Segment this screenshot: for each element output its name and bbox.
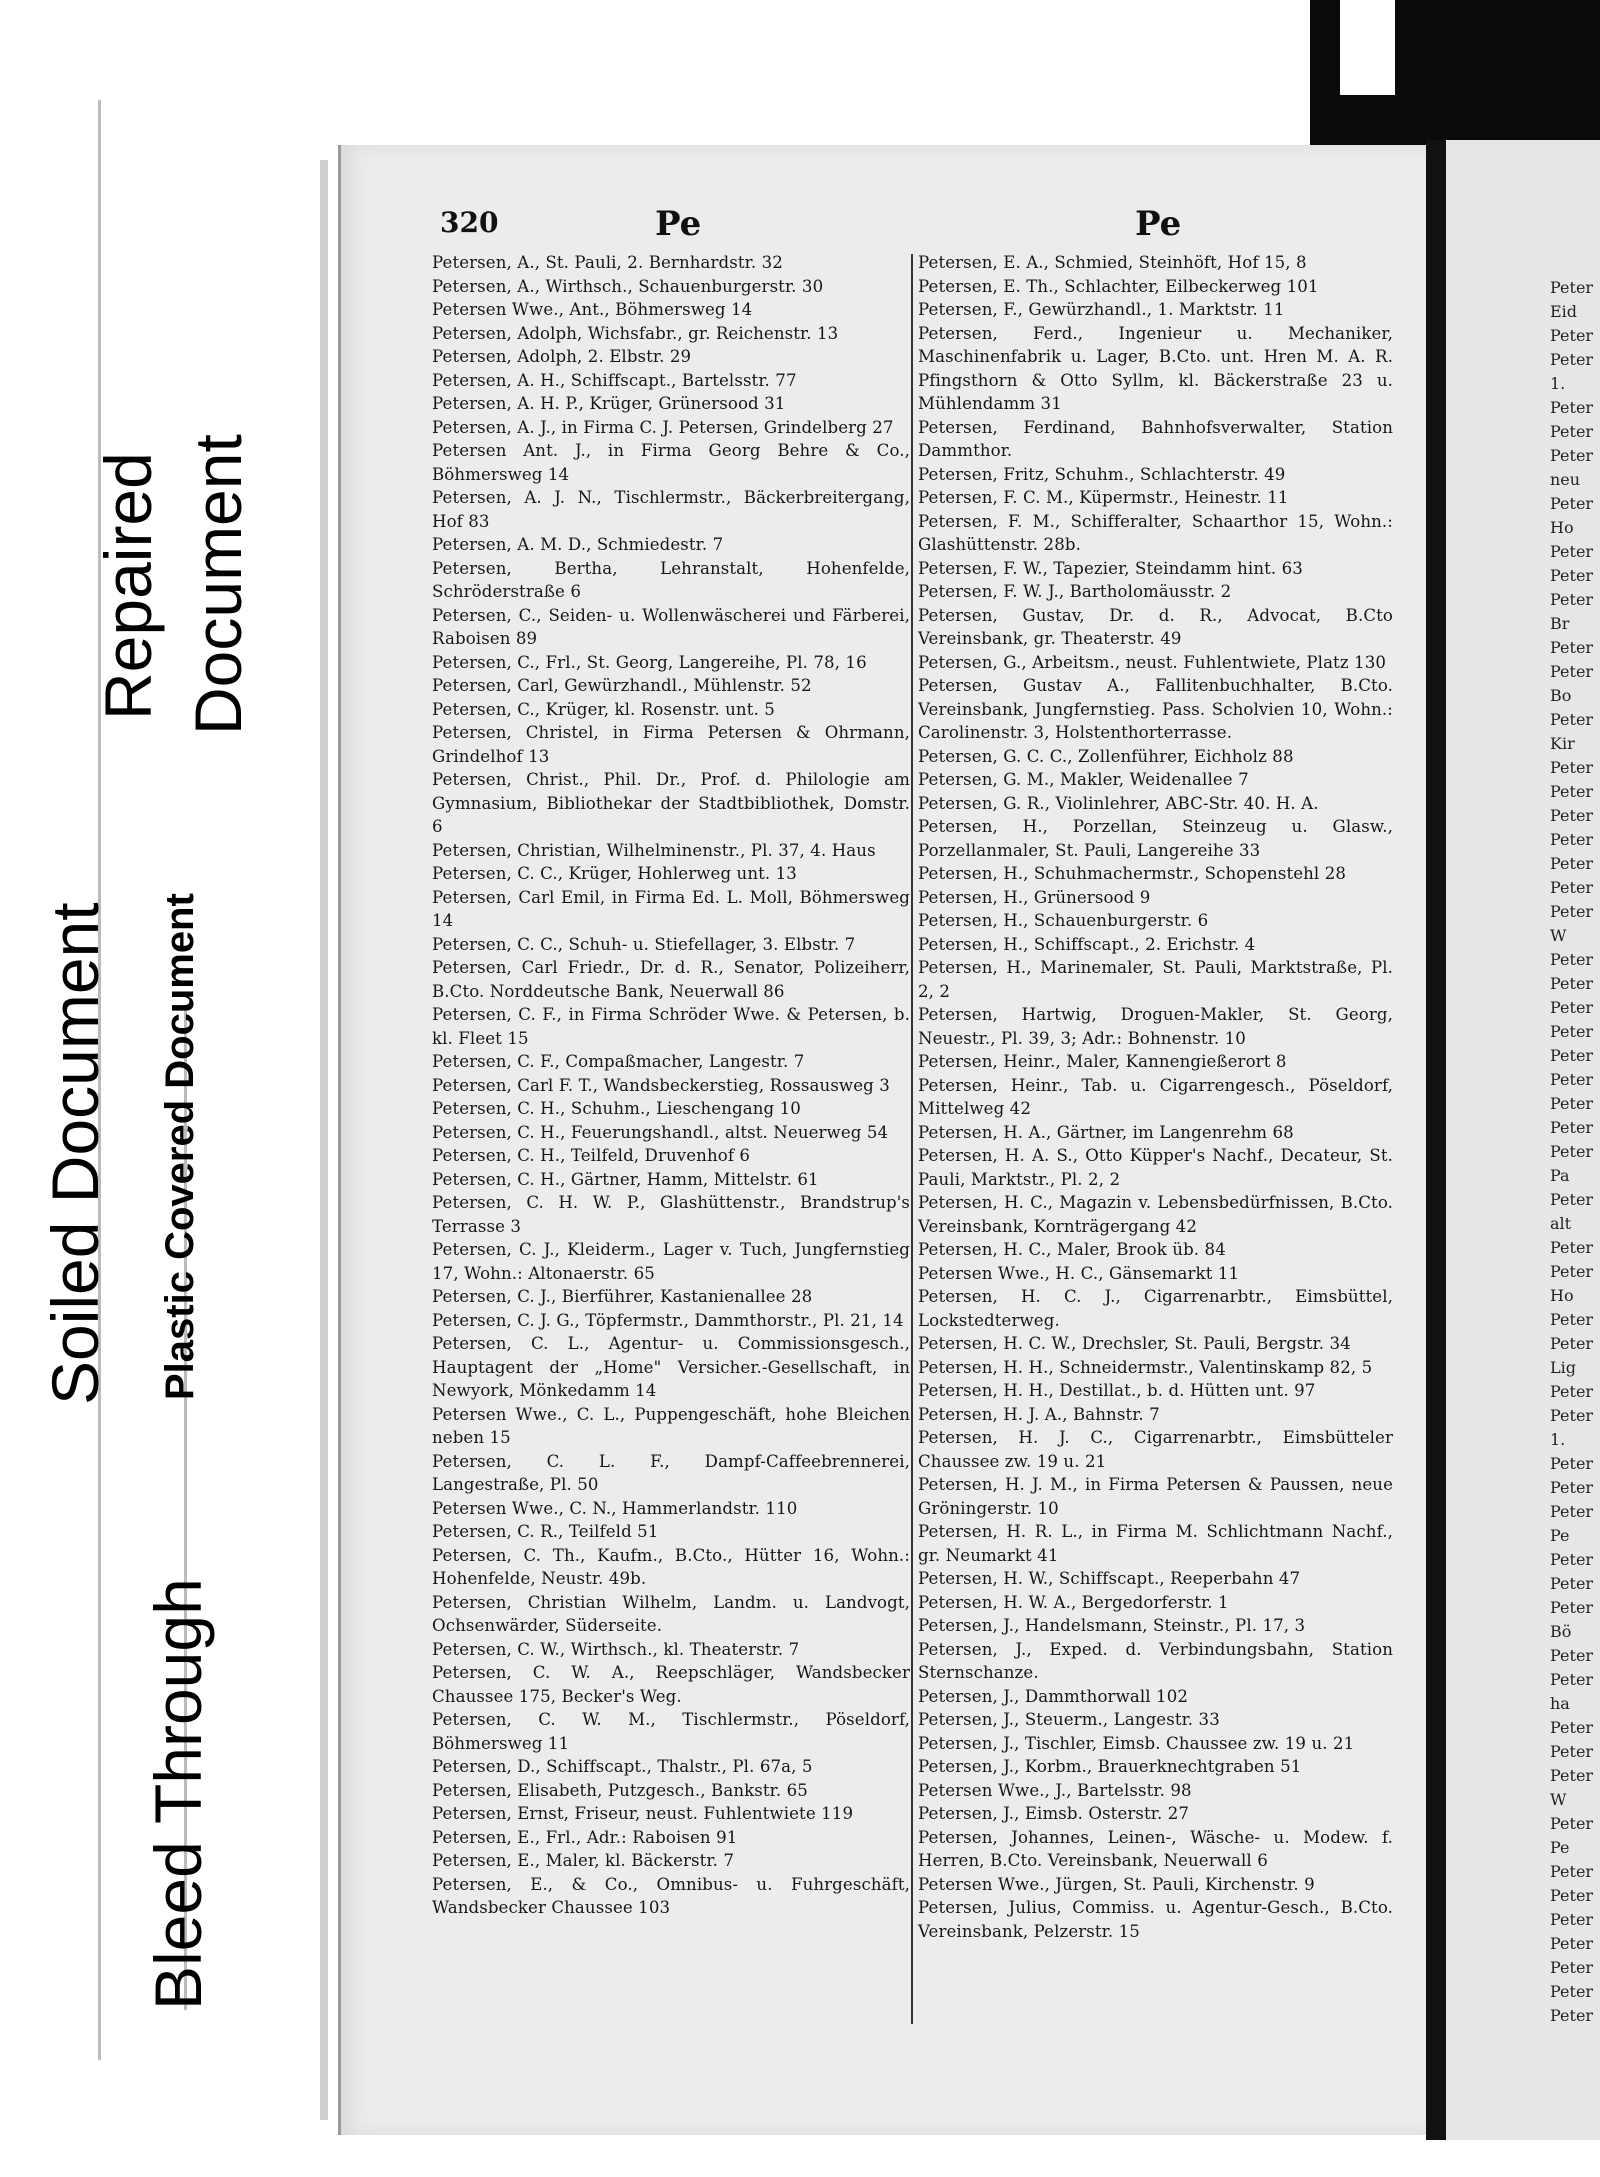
edge-fragment: Peter bbox=[1550, 1502, 1594, 1521]
directory-entry: Petersen, G. C. C., Zollenführer, Eichholz 88 bbox=[918, 746, 1294, 766]
page-edge bbox=[320, 160, 328, 2120]
directory-entry: Petersen, H., Schuhmachermstr., Schopenstehl 28 bbox=[918, 864, 1347, 883]
directory-entry: Petersen Wwe., C. L., Puppengeschäft, hohe Bleichen neben 15 bbox=[432, 1404, 910, 1447]
edge-fragment: Peter bbox=[1550, 1958, 1594, 1977]
edge-fragment: 1. bbox=[1550, 1430, 1566, 1449]
edge-fragment: Peter bbox=[1550, 446, 1594, 465]
directory-entry: Petersen Wwe., J., Bartelsstr. 98 bbox=[918, 1780, 1192, 1800]
edge-fragment: Br bbox=[1550, 614, 1570, 633]
directory-entry: Petersen, Elisabeth, Putzgesch., Bankstr. 65 bbox=[432, 1780, 808, 1800]
directory-entry: Petersen, F. M., Schifferalter, Schaarthor 15, Wohn.: Glashüttenstr. 28b. bbox=[918, 511, 1393, 554]
directory-entry: Petersen, C. H., Feuerungshandl., altst. Neuerweg 54 bbox=[432, 1122, 889, 1142]
page-header bbox=[440, 206, 1400, 246]
edge-fragment: Peter bbox=[1550, 398, 1594, 417]
book-gutter bbox=[1426, 140, 1446, 2140]
edge-fragment: Peter bbox=[1550, 1382, 1594, 1401]
directory-entry: Petersen, A. H., Schiffscapt., Bartelsstr. 77 bbox=[432, 370, 797, 390]
directory-entry: Petersen, Gustav A., Fallitenbuchhalter, B.Cto. Vereinsbank, Jungfernstieg. Pass. Scholvien 10, Wohn.: Carolinenstr. 3, Holstenthorterrasse. bbox=[918, 676, 1393, 742]
directory-entry: Petersen, J., Exped. d. Verbindungsbahn, Station Sternschanze. bbox=[918, 1639, 1393, 1682]
edge-fragment: Eid bbox=[1550, 302, 1578, 321]
directory-entry: Petersen, Gustav, Dr. d. R., Advocat, B.Cto Vereinsbank, gr. Theaterstr. 49 bbox=[918, 605, 1393, 648]
directory-entry: Petersen, A., Wirthsch., Schauenburgerstr. 30 bbox=[432, 276, 824, 296]
edge-fragment: Peter bbox=[1550, 1718, 1594, 1737]
directory-entry: Petersen, Heinr., Tab. u. Cigarrengesch., Pöseldorf, Mittelweg 42 bbox=[918, 1075, 1393, 1118]
directory-entry: Petersen Wwe., C. N., Hammerlandstr. 110 bbox=[432, 1498, 798, 1518]
directory-entry: Petersen Wwe., Ant., Böhmersweg 14 bbox=[432, 300, 753, 319]
directory-entry: Petersen, J., Tischler, Eimsb. Chaussee zw. 19 u. 21 bbox=[918, 1733, 1355, 1753]
edge-fragment: Peter bbox=[1550, 1334, 1594, 1353]
directory-entry: Petersen, H. H., Destillat., b. d. Hütten unt. 97 bbox=[918, 1381, 1316, 1400]
directory-entry: Petersen, C., Frl., St. Georg, Langereihe, Pl. 78, 16 bbox=[432, 652, 867, 672]
directory-entry: Petersen, Carl F. T., Wandsbeckerstieg, Rossausweg 3 bbox=[432, 1075, 890, 1095]
edge-fragment: Peter bbox=[1550, 1454, 1594, 1473]
directory-entry: Petersen, A. J., in Firma C. J. Petersen, Grindelberg 27 bbox=[432, 417, 894, 437]
directory-entry: Petersen, C., Seiden- u. Wollenwäscherei und Färberei, Raboisen 89 bbox=[432, 605, 910, 648]
directory-entry: Petersen, A. H. P., Krüger, Grünersood 31 bbox=[432, 394, 786, 413]
directory-entry: Petersen, D., Schiffscapt., Thalstr., Pl. 67a, 5 bbox=[432, 1757, 813, 1776]
edge-fragment: Peter bbox=[1550, 1022, 1594, 1041]
directory-entry: Petersen, G. M., Makler, Weidenallee 7 bbox=[918, 770, 1249, 789]
edge-fragment: Peter bbox=[1550, 1142, 1594, 1161]
directory-entry: Petersen, C. F., Compaßmacher, Langestr. 7 bbox=[432, 1052, 805, 1071]
edge-fragment: Peter bbox=[1550, 1934, 1594, 1953]
directory-entry: Petersen, Johannes, Leinen-, Wäsche- u. Modew. f. Herren, B.Cto. Vereinsbank, Neuerwall 6 bbox=[918, 1827, 1393, 1870]
edge-fragment: Peter bbox=[1550, 278, 1594, 297]
directory-entry: Petersen, E., & Co., Omnibus- u. Fuhrgeschäft, Wandsbecker Chaussee 103 bbox=[432, 1874, 910, 1917]
edge-fragment: Peter bbox=[1550, 662, 1594, 681]
edge-fragment: Peter bbox=[1550, 422, 1594, 441]
edge-fragment: Peter bbox=[1550, 1550, 1594, 1569]
directory-entry: Petersen, Christ., Phil. Dr., Prof. d. Philologie am Gymnasium, Bibliothekar der Stadtbibliothek, Domstr. 6 bbox=[432, 770, 910, 836]
edge-fragment: Peter bbox=[1550, 974, 1594, 993]
directory-entry: Petersen, C. C., Krüger, Hohlerweg unt. 13 bbox=[432, 864, 797, 883]
directory-entry: Petersen, Christel, in Firma Petersen & Ohrmann, Grindelhof 13 bbox=[432, 723, 910, 766]
directory-entry: Petersen, H. A. S., Otto Küpper's Nachf., Decateur, St. Pauli, Marktstr., Pl. 2, 2 bbox=[918, 1146, 1393, 1189]
edge-fragment: Peter bbox=[1550, 1310, 1594, 1329]
directory-entry: Petersen, Adolph, Wichsfabr., gr. Reichenstr. 13 bbox=[432, 323, 839, 343]
edge-fragment: Peter bbox=[1550, 1886, 1594, 1905]
directory-entry: Petersen, C. R., Teilfeld 51 bbox=[432, 1522, 659, 1541]
directory-entry: Petersen, Ernst, Friseur, neust. Fuhlentwiete 119 bbox=[432, 1804, 854, 1823]
edge-fragment: Peter bbox=[1550, 590, 1594, 609]
right-running-head: Pe bbox=[1135, 204, 1182, 244]
directory-entry: Petersen, Christian, Wilhelminenstr., Pl. 37, 4. Haus bbox=[432, 840, 876, 860]
stamp-plastic-covered: Plastic Covered Document bbox=[158, 893, 202, 1400]
directory-entry: Petersen, C. W., Wirthsch., kl. Theaterstr. 7 bbox=[432, 1639, 800, 1659]
column-divider bbox=[911, 254, 913, 2024]
directory-entry: Petersen, H. C., Maler, Brook üb. 84 bbox=[918, 1240, 1226, 1259]
edge-fragment: Peter bbox=[1550, 1814, 1594, 1833]
edge-fragment: Kir bbox=[1550, 734, 1575, 753]
edge-fragment: Peter bbox=[1550, 1262, 1594, 1281]
directory-entry: Petersen, C. L., Agentur- u. Commissionsgesch., Hauptagent der „Home" Versicher.-Gesellschaft, in Newyork, Mönkedamm 14 bbox=[432, 1334, 910, 1400]
edge-fragment: neu bbox=[1550, 470, 1581, 489]
directory-entry: Petersen, Ferdinand, Bahnhofsverwalter, Station Dammthor. bbox=[918, 417, 1393, 460]
directory-entry: Petersen, Bertha, Lehranstalt, Hohenfelde, Schröderstraße 6 bbox=[432, 558, 910, 601]
directory-entry: Petersen, Carl, Gewürzhandl., Mühlenstr. 52 bbox=[432, 676, 812, 695]
directory-entry: Petersen, H. C. W., Drechsler, St. Pauli, Bergstr. 34 bbox=[918, 1334, 1351, 1353]
directory-entry: Petersen, H., Porzellan, Steinzeug u. Glasw., Porzellanmaler, St. Pauli, Langereihe 33 bbox=[918, 817, 1393, 860]
directory-entry: Petersen, J., Eimsb. Osterstr. 27 bbox=[918, 1804, 1190, 1823]
edge-fragment: Peter bbox=[1550, 854, 1594, 873]
archive-stamp-panel bbox=[0, 0, 330, 2177]
edge-fragment: Bo bbox=[1550, 686, 1572, 705]
directory-entry: Petersen, C. J., Bierführer, Kastanienallee 28 bbox=[432, 1287, 813, 1306]
edge-fragment: Ho bbox=[1550, 518, 1574, 537]
directory-entry: Petersen, Carl Emil, in Firma Ed. L. Moll, Böhmersweg 14 bbox=[432, 887, 910, 930]
edge-fragment: W bbox=[1550, 926, 1567, 945]
stamp-bleed-through: Bleed Through bbox=[141, 1578, 215, 2010]
edge-fragment: Peter bbox=[1550, 1574, 1594, 1593]
edge-fragment: Peter bbox=[1550, 998, 1594, 1017]
edge-fragment: alt bbox=[1550, 1214, 1572, 1233]
edge-fragment: Peter bbox=[1550, 542, 1594, 561]
edge-fragment: Peter bbox=[1550, 1070, 1594, 1089]
directory-entry: Petersen, H., Marinemaler, St. Pauli, Marktstraße, Pl. 2, 2 bbox=[918, 958, 1393, 1001]
edge-fragment: 1. bbox=[1550, 374, 1566, 393]
directory-entry: Petersen, C., Krüger, kl. Rosenstr. unt. 5 bbox=[432, 699, 775, 719]
directory-entry: Petersen, G. R., Violinlehrer, ABC-Str. 40. H. A. bbox=[918, 793, 1319, 813]
directory-entry: Petersen, J., Handelsmann, Steinstr., Pl. 17, 3 bbox=[918, 1616, 1306, 1635]
edge-fragment: Peter bbox=[1550, 758, 1594, 777]
page-number: 320 bbox=[440, 206, 499, 239]
edge-fragment: Peter bbox=[1550, 1094, 1594, 1113]
directory-entry: Petersen, E. Th., Schlachter, Eilbeckerweg 101 bbox=[918, 276, 1319, 296]
edge-fragment: Peter bbox=[1550, 1766, 1594, 1785]
directory-entry: Petersen, H. H., Schneidermstr., Valentinskamp 82, 5 bbox=[918, 1357, 1373, 1377]
edge-fragment: Peter bbox=[1550, 494, 1594, 513]
directory-entry: Petersen, H. J. C., Cigarrenarbtr., Eimsbütteler Chaussee zw. 19 u. 21 bbox=[918, 1428, 1393, 1471]
edge-fragment: Peter bbox=[1550, 1598, 1594, 1617]
directory-entry: Petersen, C. Th., Kaufm., B.Cto., Hütter 16, Wohn.: Hohenfelde, Neustr. 49b. bbox=[432, 1545, 910, 1588]
directory-entry: Petersen, G., Arbeitsm., neust. Fuhlentwiete, Platz 130 bbox=[918, 652, 1387, 672]
directory-entry: Petersen, A. J. N., Tischlermstr., Bäckerbreitergang, Hof 83 bbox=[432, 488, 910, 531]
directory-entry: Petersen, Julius, Commiss. u. Agentur-Gesch., B.Cto. Vereinsbank, Pelzerstr. 15 bbox=[918, 1898, 1393, 1941]
edge-fragment: Bö bbox=[1550, 1622, 1572, 1641]
directory-entry: Petersen Wwe., Jürgen, St. Pauli, Kirchenstr. 9 bbox=[918, 1874, 1315, 1894]
stamp-soiled: Soiled Document bbox=[38, 902, 112, 1405]
directory-entry: Petersen, F. W. J., Bartholomäusstr. 2 bbox=[918, 582, 1232, 601]
edge-fragment: Peter bbox=[1550, 350, 1594, 369]
edge-fragment: Peter bbox=[1550, 1862, 1594, 1881]
directory-entry: Petersen, Carl Friedr., Dr. d. R., Senator, Polizeiherr, B.Cto. Norddeutsche Bank, Neuerwall 86 bbox=[432, 958, 910, 1001]
directory-entry: Petersen, C. L. F., Dampf-Caffeebrennerei, Langestraße, Pl. 50 bbox=[432, 1451, 910, 1494]
directory-entry: Petersen, C. W. M., Tischlermstr., Pöseldorf, Böhmersweg 11 bbox=[432, 1710, 910, 1753]
edge-fragment: Peter bbox=[1550, 566, 1594, 585]
directory-entry: Petersen, C. J., Kleiderm., Lager v. Tuch, Jungfernstieg 17, Wohn.: Altonaerstr. 65 bbox=[432, 1240, 910, 1283]
directory-entry: Petersen, Heinr., Maler, Kannengießerort 8 bbox=[918, 1052, 1287, 1071]
directory-entry: Petersen, C. F., in Firma Schröder Wwe. & Petersen, b. kl. Fleet 15 bbox=[432, 1005, 910, 1048]
edge-fragment: Peter bbox=[1550, 1910, 1594, 1929]
directory-entry: Petersen, C. W. A., Reepschläger, Wandsbecker Chaussee 175, Becker's Weg. bbox=[432, 1663, 910, 1706]
edge-fragment: Peter bbox=[1550, 902, 1594, 921]
directory-entry: Petersen, F. W., Tapezier, Steindamm hint. 63 bbox=[918, 558, 1303, 578]
edge-fragment: Peter bbox=[1550, 1190, 1594, 1209]
directory-entry: Petersen, Hartwig, Droguen-Makler, St. Georg, Neuestr., Pl. 39, 3; Adr.: Bohnenstr. 10 bbox=[918, 1005, 1393, 1048]
directory-entry: Petersen, E., Frl., Adr.: Raboisen 91 bbox=[432, 1827, 738, 1847]
edge-fragment: Pe bbox=[1550, 1526, 1570, 1545]
edge-fragment: Pa bbox=[1550, 1166, 1570, 1185]
edge-fragment: Peter bbox=[1550, 1238, 1594, 1257]
directory-entry: Petersen, H. R. L., in Firma M. Schlichtmann Nachf., gr. Neumarkt 41 bbox=[918, 1522, 1393, 1565]
directory-entry: Petersen, H., Schiffscapt., 2. Erichstr. 4 bbox=[918, 934, 1256, 954]
directory-entry: Petersen, E., Maler, kl. Bäckerstr. 7 bbox=[432, 1851, 735, 1870]
directory-entry: Petersen, H. W., Schiffscapt., Reeperbahn 47 bbox=[918, 1569, 1301, 1588]
edge-fragment: Peter bbox=[1550, 638, 1594, 657]
directory-entry: Petersen, H. C. J., Cigarrenarbtr., Eimsbüttel, Lockstedterweg. bbox=[918, 1287, 1393, 1330]
edge-fragment: Peter bbox=[1550, 878, 1594, 897]
directory-entry: Petersen, C. H. W. P., Glashüttenstr., Brandstrup's Terrasse 3 bbox=[432, 1193, 910, 1236]
directory-entry: Petersen, F., Gewürzhandl., 1. Marktstr. 11 bbox=[918, 300, 1285, 319]
edge-fragment: Peter bbox=[1550, 1478, 1594, 1497]
directory-entry: Petersen, Adolph, 2. Elbstr. 29 bbox=[432, 347, 692, 366]
stamp-document-repaired: Document bbox=[181, 434, 255, 735]
edge-fragment: Pe bbox=[1550, 1838, 1570, 1857]
edge-fragment: Peter bbox=[1550, 1670, 1594, 1689]
directory-entry: Petersen, C. H., Gärtner, Hamm, Mittelstr. 61 bbox=[432, 1169, 819, 1189]
directory-column-right bbox=[918, 251, 1393, 1943]
scan-corner-strip bbox=[1340, 0, 1395, 95]
directory-entry: Petersen, H. J. M., in Firma Petersen & Paussen, neue Gröningerstr. 10 bbox=[918, 1475, 1393, 1518]
edge-fragment: Peter bbox=[1550, 1046, 1594, 1065]
directory-entry: Petersen, A., St. Pauli, 2. Bernhardstr. 32 bbox=[432, 253, 783, 272]
directory-entry: Petersen, J., Dammthorwall 102 bbox=[918, 1686, 1189, 1706]
directory-entry: Petersen, A. M. D., Schmiedestr. 7 bbox=[432, 535, 724, 554]
facing-page-edge-text bbox=[1550, 276, 1600, 2028]
directory-entry: Petersen, C. H., Teilfeld, Druvenhof 6 bbox=[432, 1146, 751, 1165]
directory-entry: Petersen, H. W. A., Bergedorferstr. 1 bbox=[918, 1592, 1229, 1612]
edge-fragment: ha bbox=[1550, 1694, 1570, 1713]
directory-entry: Petersen Wwe., H. C., Gänsemarkt 11 bbox=[918, 1263, 1240, 1283]
edge-fragment: W bbox=[1550, 1790, 1567, 1809]
edge-fragment: Peter bbox=[1550, 2006, 1594, 2025]
directory-entry: Petersen, H., Schauenburgerstr. 6 bbox=[918, 911, 1209, 930]
directory-entry: Petersen, J., Steuerm., Langestr. 33 bbox=[918, 1710, 1220, 1729]
directory-entry: Petersen, Ferd., Ingenieur u. Mechaniker, Maschinenfabrik u. Lager, B.Cto. unt. Hren M. A. R. Pfingsthorn & Otto Syllm, kl. Bäckerstraße 23 u. Mühlendamm 31 bbox=[918, 323, 1393, 413]
edge-fragment: Peter bbox=[1550, 1646, 1594, 1665]
directory-entry: Petersen, Christian Wilhelm, Landm. u. Landvogt, Ochsenwärder, Süderseite. bbox=[432, 1592, 910, 1635]
directory-entry: Petersen, Fritz, Schuhm., Schlachterstr. 49 bbox=[918, 464, 1286, 484]
directory-entry: Petersen Ant. J., in Firma Georg Behre & Co., Böhmersweg 14 bbox=[432, 441, 910, 484]
edge-fragment: Peter bbox=[1550, 1118, 1594, 1137]
left-running-head: Pe bbox=[655, 204, 702, 244]
directory-entry: Petersen, J., Korbm., Brauerknechtgraben 51 bbox=[918, 1757, 1302, 1776]
directory-entry: Petersen, H. C., Magazin v. Lebensbedürfnissen, B.Cto. Vereinsbank, Kornträgergang 42 bbox=[918, 1193, 1393, 1236]
directory-entry: Petersen, C. H., Schuhm., Lieschengang 10 bbox=[432, 1099, 801, 1118]
edge-fragment: Peter bbox=[1550, 830, 1594, 849]
stamp-repaired: Repaired bbox=[91, 452, 165, 720]
edge-fragment: Peter bbox=[1550, 806, 1594, 825]
edge-fragment: Peter bbox=[1550, 1982, 1594, 2001]
edge-fragment: Peter bbox=[1550, 326, 1594, 345]
edge-fragment: Lig bbox=[1550, 1358, 1576, 1377]
directory-entry: Petersen, H., Grünersood 9 bbox=[918, 887, 1151, 907]
directory-column-left bbox=[432, 251, 910, 1920]
directory-entry: Petersen, E. A., Schmied, Steinhöft, Hof 15, 8 bbox=[918, 253, 1307, 272]
directory-entry: Petersen, C. C., Schuh- u. Stiefellager, 3. Elbstr. 7 bbox=[432, 934, 856, 954]
edge-fragment: Peter bbox=[1550, 782, 1594, 801]
edge-fragment: Peter bbox=[1550, 1742, 1594, 1761]
directory-entry: Petersen, H. A., Gärtner, im Langenrehm 68 bbox=[918, 1122, 1294, 1142]
directory-entry: Petersen, H. J. A., Bahnstr. 7 bbox=[918, 1404, 1160, 1424]
edge-fragment: Ho bbox=[1550, 1286, 1574, 1305]
directory-entry: Petersen, F. C. M., Küpermstr., Heinestr. 11 bbox=[918, 488, 1289, 507]
directory-entry: Petersen, C. J. G., Töpfermstr., Dammthorstr., Pl. 21, 14 bbox=[432, 1310, 904, 1330]
edge-fragment: Peter bbox=[1550, 950, 1594, 969]
edge-fragment: Peter bbox=[1550, 710, 1594, 729]
edge-fragment: Peter bbox=[1550, 1406, 1594, 1425]
